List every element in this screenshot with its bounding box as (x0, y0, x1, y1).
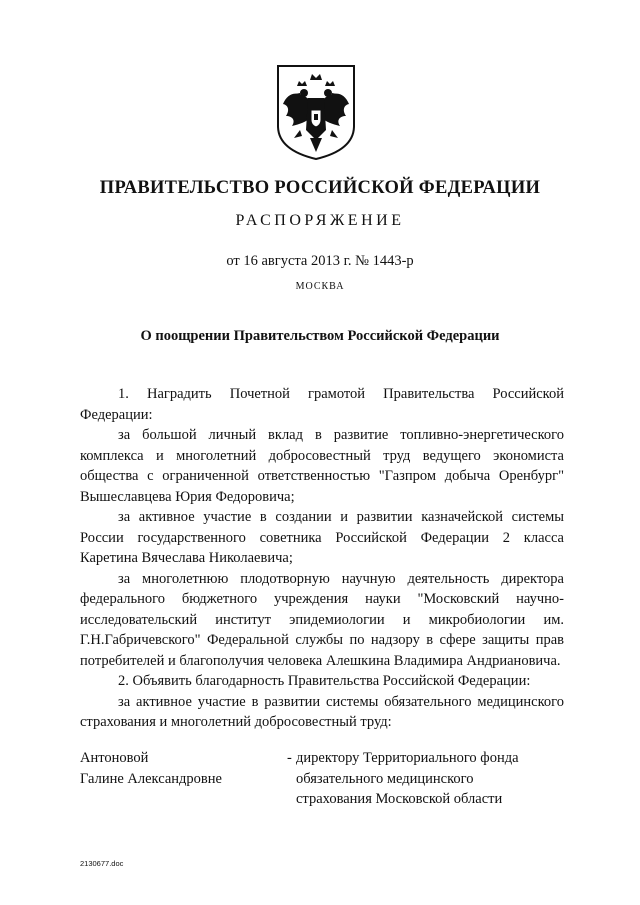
paragraph-4: за многолетнюю плодотворную научную деятельность директора федерального бюджетного учреждения науки "Московский научно-исследовательский институт эпидемиологии и микробиологии им. Г.Н.Габричевского" Федеральной службы по надзору в сфере защиты прав потребителей и благополучия человека Алешкина Владимира Андриановича. (80, 570, 564, 669)
paragraph-6: за активное участие в развитии системы обязательного медицинского страхования и многолетний добросовестный труд: (80, 693, 564, 730)
document-subject: О поощрении Правительством Российской Федерации (140, 328, 500, 344)
paragraph-2: за большой личный вклад в развитие топливно-энергетического комплекса и многолетний добросовестный труд ведущего экономиста общества с ограниченной ответственностью "Газпром добыча Оренбург" Вышеславцева Юрия Федоровича; (80, 427, 564, 505)
paragraph-5: 2. Объявить благодарность Правительства Российской Федерации: (118, 673, 531, 689)
awardee-dash: - (287, 750, 292, 766)
russian-coat-of-arms-icon (270, 60, 362, 162)
awardee-position-line: страхования Московской области (296, 791, 503, 807)
footer-filename: 2130677.doc (80, 859, 124, 868)
government-title: ПРАВИТЕЛЬСТВО РОССИЙСКОЙ ФЕДЕРАЦИИ (99, 178, 541, 198)
awardee-position-line: директору Территориального фонда (296, 750, 519, 766)
awardee-position-line: обязательного медицинского (296, 770, 474, 787)
city-name: МОСКВА (295, 281, 345, 292)
paragraph-3: за активное участие в создании и развитии казначейской системы России государственного советника Российской Федерации 2 класса Каретина Вячеслава Николаевича; (80, 509, 564, 566)
awardee-name-line: Антоновой (80, 750, 149, 766)
awardee-position (296, 748, 564, 810)
paragraph-1: 1. Наградить Почетной грамотой Правительства Российской Федерации: (80, 386, 564, 423)
date-and-number: от 16 августа 2013 г. № 1443-р (226, 253, 414, 269)
document-type: РАСПОРЯЖЕНИЕ (235, 212, 405, 229)
document-body (80, 384, 564, 733)
awardee-name-line: Галине Александровне (80, 770, 222, 787)
awardee-name (80, 748, 280, 789)
